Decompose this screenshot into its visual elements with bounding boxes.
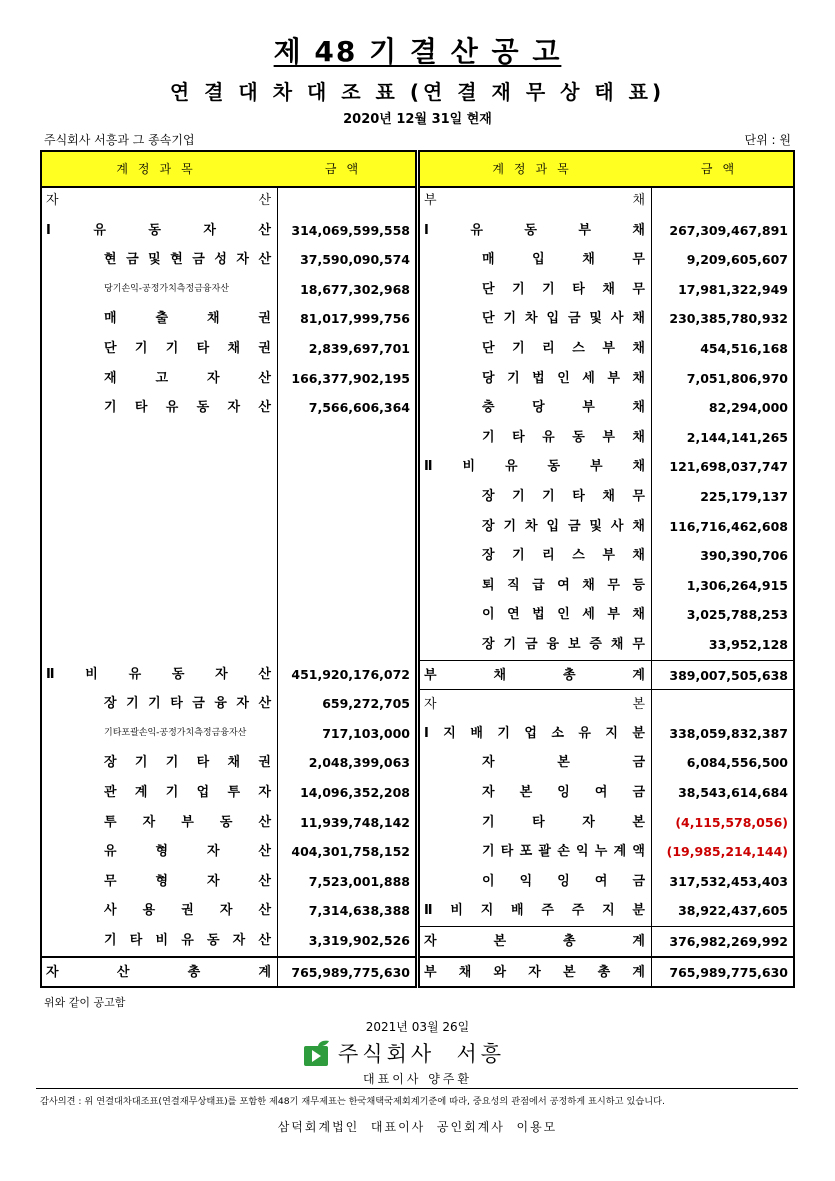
asset-row: [42, 186, 415, 216]
account-label: 자 본 잉 여 금: [482, 785, 645, 800]
liability-equity-row: [420, 541, 793, 571]
liability-equity-row: [420, 956, 793, 988]
amount-value: 267,309,467,891: [669, 222, 788, 238]
audit-opinion: 감사의견 : 위 연결대차대조표(연결재무상태표)를 포함한 제48기 재무제표는 한국채택국제회계기준에 따라, 중요성의 관점에서 공정하게 표시하고 있습니다.: [40, 1096, 665, 1107]
asset-row: [42, 926, 415, 956]
account-label: 단 기 리 스 부 채: [482, 341, 645, 356]
amount-value: [280, 186, 410, 216]
amount-value: 7,566,606,364: [308, 400, 410, 416]
account-label: [46, 600, 271, 630]
statement-number-title: 제 48 기 결 산 공 고: [273, 35, 562, 68]
amount-value: 7,314,638,388: [308, 903, 410, 919]
account-label: 부 채: [424, 193, 645, 208]
amount-value: 225,179,137: [700, 489, 788, 504]
statement-title: 연 결 대 차 대 조 표 (연 결 재 무 상 태 표): [169, 80, 666, 104]
liability-equity-row: [420, 808, 793, 838]
asset-row: [42, 630, 415, 660]
amount-value: 2,839,697,701: [308, 341, 410, 356]
amount-value: 37,590,090,574: [300, 252, 410, 268]
asset-row: [42, 423, 415, 453]
amount-value: 2,048,399,063: [308, 755, 410, 771]
liability-equity-row: [420, 482, 793, 512]
account-label: Ⅰ 지 배 기 업 소 유 지 분: [424, 725, 645, 741]
amount-value: 404,301,758,152: [291, 844, 410, 860]
liability-equity-row: [420, 748, 793, 778]
liability-equity-row: [420, 660, 793, 691]
footer-divider: [36, 1088, 798, 1089]
amount-value: 376,982,269,992: [669, 934, 788, 949]
amount-value: 3,025,788,253: [686, 607, 788, 623]
account-label: 단 기 기 타 채 권: [104, 341, 271, 356]
amount-value: 17,981,322,949: [678, 281, 788, 297]
auditor-signature: 삼덕회계법인 대표이사 공인회계사 이용모: [277, 1120, 558, 1134]
account-label: [46, 482, 271, 512]
asset-row: [42, 482, 415, 512]
liability-equity-row: [420, 423, 793, 453]
account-label: 자 본 총 계: [424, 934, 645, 949]
account-label: 당 기 법 인 세 부 채: [482, 370, 645, 386]
liability-equity-row: [420, 393, 793, 423]
account-column-header: 계정과목: [116, 162, 203, 176]
account-label: 장 기 리 스 부 채: [482, 548, 645, 564]
account-label: Ⅰ 유 동 부 채: [424, 222, 645, 238]
amount-value: 338,059,832,387: [669, 725, 788, 741]
asset-row: [42, 719, 415, 749]
company-logo-icon: [304, 1040, 332, 1066]
asset-row: [42, 689, 415, 719]
asset-row: [42, 896, 415, 926]
liability-equity-row: [420, 216, 793, 246]
account-label: 투 자 부 동 산: [104, 814, 271, 830]
assets-header: [42, 152, 415, 188]
account-label: Ⅱ 비 유 동 부 채: [424, 459, 645, 475]
liability-equity-row: [420, 275, 793, 305]
liabilities-equity-panel: [418, 150, 795, 988]
amount-value: 1,306,264,915: [686, 577, 788, 593]
account-label: 단 기 차 입 금 및 사 채: [482, 311, 645, 327]
amount-value: 717,103,000: [322, 725, 410, 741]
amount-value: 81,017,999,756: [300, 311, 410, 327]
asset-row: [42, 600, 415, 630]
liability-equity-row: [420, 689, 793, 720]
account-label: 사 용 권 자 산: [104, 903, 271, 919]
liability-equity-row: [420, 364, 793, 394]
amount-value: 7,051,806,970: [686, 370, 788, 386]
account-label: 기 타 포 괄 손 익 누 계 액: [482, 844, 645, 860]
liability-equity-row: [420, 896, 793, 926]
liability-equity-row: [420, 867, 793, 897]
liability-equity-row: [420, 304, 793, 334]
account-label: 자 본: [424, 697, 645, 713]
asset-row: [42, 571, 415, 601]
asset-row: [42, 808, 415, 838]
asset-row: [42, 956, 415, 988]
account-label: 장 기 기 타 금 융 자 산: [104, 696, 271, 712]
amount-value: 6,084,556,500: [686, 755, 788, 771]
account-label: 자 본 금: [482, 755, 645, 771]
account-label: [46, 571, 271, 601]
account-label: [46, 423, 271, 453]
account-label: [46, 630, 271, 660]
account-label: 부 채 총 계: [424, 667, 645, 683]
amount-value: [280, 423, 410, 453]
account-label: 장 기 차 입 금 및 사 채: [482, 518, 645, 534]
amount-column-header: 금액: [700, 162, 745, 176]
asset-row: [42, 512, 415, 542]
account-label: 이 익 잉 여 금: [482, 873, 645, 889]
amount-value: 166,377,902,195: [291, 370, 410, 386]
amount-value: [280, 512, 410, 542]
amount-value: 82,294,000: [708, 400, 788, 416]
account-label: 충 당 부 채: [482, 400, 645, 416]
asset-row: [42, 364, 415, 394]
amount-value: 121,698,037,747: [669, 459, 788, 475]
account-label: 재 고 자 산: [104, 370, 271, 386]
account-label: 이 연 법 인 세 부 채: [482, 607, 645, 623]
amount-value: 116,716,462,608: [669, 518, 788, 534]
liability-equity-row: [420, 600, 793, 630]
account-column-header: 계정과목: [492, 162, 579, 176]
liability-equity-row: [420, 452, 793, 482]
account-label: [46, 512, 271, 542]
liability-equity-row: [420, 837, 793, 867]
asset-row: [42, 245, 415, 275]
account-label: 기타포괄손익-공정가치측정금융자산: [104, 727, 247, 738]
amount-value: 389,007,505,638: [669, 667, 788, 683]
ceo-name: 대표이사 양주환: [363, 1072, 472, 1086]
publication-date: 2021년 03월 26일: [365, 1020, 470, 1034]
amount-value: 14,096,352,208: [300, 785, 410, 800]
asset-row: [42, 275, 415, 305]
company-name: 주식회사 서흥: [338, 1042, 506, 1066]
account-label: 기 타 유 동 부 채: [482, 429, 645, 445]
account-label: [46, 541, 271, 571]
amount-value: 765,989,775,630: [669, 964, 788, 980]
amount-value: 317,532,453,403: [669, 873, 788, 889]
account-label: 관 계 기 업 투 자: [104, 785, 271, 800]
currency-unit: 단위 : 원: [744, 133, 791, 147]
account-label: [46, 452, 271, 482]
amount-value: (4,115,578,056): [675, 814, 788, 830]
account-label: 매 출 채 권: [104, 311, 271, 327]
amount-value: [280, 571, 410, 601]
liability-equity-row: [420, 719, 793, 749]
asset-row: [42, 778, 415, 808]
liability-equity-row: [420, 926, 793, 957]
account-label: 퇴 직 급 여 채 무 등: [482, 577, 645, 593]
account-label: 현 금 및 현 금 성 자 산: [104, 252, 271, 268]
account-label: 장 기 금 융 보 증 채 무: [482, 637, 645, 652]
liability-equity-row: [420, 334, 793, 364]
account-label: 매 입 채 무: [482, 252, 645, 268]
asset-row: [42, 541, 415, 571]
asset-row: [42, 334, 415, 364]
asset-row: [42, 837, 415, 867]
amount-value: [280, 630, 410, 660]
amount-value: 230,385,780,932: [669, 311, 788, 327]
amount-value: 454,516,168: [700, 341, 788, 356]
liability-equity-row: [420, 512, 793, 542]
asset-row: [42, 216, 415, 246]
liability-equity-row: [420, 186, 793, 216]
liability-equity-row: [420, 571, 793, 601]
account-label: 당기손익-공정가치측정금융자산: [104, 283, 229, 294]
account-label: 기 타 자 본: [482, 814, 645, 830]
amount-value: (19,985,214,144): [666, 844, 788, 860]
amount-value: 3,319,902,526: [308, 933, 410, 948]
amount-value: 7,523,001,888: [308, 873, 410, 889]
amount-value: 451,920,176,072: [291, 666, 410, 682]
account-label: 자 산 총 계: [46, 964, 271, 980]
amount-value: 33,952,128: [708, 637, 788, 652]
account-label: 유 형 자 산: [104, 844, 271, 860]
account-label: 부 채 와 자 본 총 계: [424, 964, 645, 980]
amount-value: 11,939,748,142: [300, 814, 410, 830]
public-notice-text: 위와 같이 공고함: [44, 996, 126, 1009]
amount-value: 659,272,705: [322, 696, 410, 712]
liability-equity-row: [420, 245, 793, 275]
asset-row: [42, 393, 415, 423]
liability-equity-row: [420, 630, 793, 660]
amount-column-header: 금액: [324, 162, 369, 176]
account-label: Ⅰ 유 동 자 산: [46, 222, 271, 238]
amount-value: [280, 452, 410, 482]
assets-panel: [40, 150, 417, 988]
account-label: 장 기 기 타 채 권: [104, 755, 271, 771]
account-label: 무 형 자 산: [104, 873, 271, 889]
amount-value: 38,922,437,605: [678, 903, 788, 919]
amount-value: [280, 482, 410, 512]
amount-value: [654, 186, 788, 216]
asset-row: [42, 660, 415, 690]
amount-value: [280, 541, 410, 571]
amount-value: [654, 690, 788, 720]
amount-value: 390,390,706: [700, 548, 788, 564]
account-label: 자 산: [46, 193, 271, 208]
as-of-date: 2020년 12월 31일 현재: [343, 112, 492, 127]
liability-equity-row: [420, 778, 793, 808]
asset-row: [42, 452, 415, 482]
account-label: 장 기 기 타 채 무: [482, 489, 645, 504]
asset-row: [42, 304, 415, 334]
account-label: Ⅱ 비 유 동 자 산: [46, 666, 271, 682]
amount-value: 18,677,302,968: [300, 281, 410, 297]
account-label: 단 기 기 타 채 무: [482, 281, 645, 297]
account-label: 기 타 비 유 동 자 산: [104, 933, 271, 948]
amount-value: [280, 600, 410, 630]
amount-value: 9,209,605,607: [686, 252, 788, 268]
account-label: Ⅱ 비 지 배 주 주 지 분: [424, 903, 645, 919]
amount-value: 314,069,599,558: [291, 222, 410, 238]
asset-row: [42, 748, 415, 778]
amount-value: 2,144,141,265: [686, 429, 788, 445]
liabilities-header: [420, 152, 793, 188]
account-label: 기 타 유 동 자 산: [104, 400, 271, 416]
amount-value: 765,989,775,630: [291, 964, 410, 980]
company-scope: 주식회사 서흥과 그 종속기업: [44, 133, 195, 147]
asset-row: [42, 867, 415, 897]
amount-value: 38,543,614,684: [678, 785, 788, 800]
